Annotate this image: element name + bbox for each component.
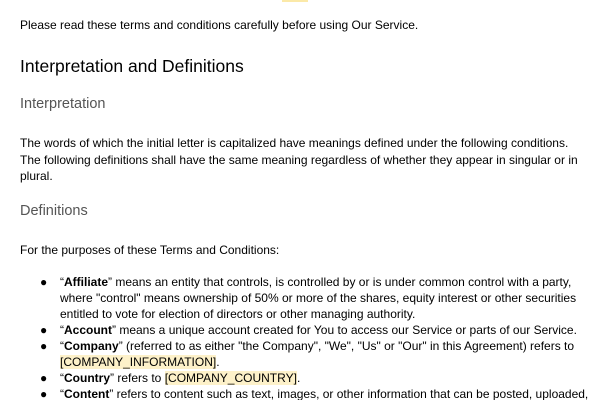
purposes-text: For the purposes of these Terms and Conditions: bbox=[20, 243, 280, 257]
definition-line: entitled to vote for election of directors or other managing authority. bbox=[60, 307, 416, 321]
interpretation-line: plural. bbox=[20, 169, 53, 183]
definition-term: Affiliate bbox=[64, 275, 109, 289]
definition-term: Content bbox=[64, 387, 110, 400]
interpretation-line: The words of which the initial letter is capitalized have meanings defined under the following conditions. bbox=[20, 136, 569, 150]
open-quote: “ bbox=[60, 339, 64, 353]
definition-text: ” means an entity that controls, is controlled by or is under common control with a party, bbox=[108, 275, 572, 289]
heading-interpretation-and-definitions: Interpretation and Definitions bbox=[20, 56, 244, 76]
bullet-icon: ● bbox=[40, 339, 48, 353]
placeholder-company-information: [COMPANY_INFORMATION] bbox=[60, 355, 217, 369]
open-quote: “ bbox=[60, 275, 64, 289]
bullet-icon: ● bbox=[40, 387, 48, 400]
open-quote: “ bbox=[60, 323, 64, 337]
intro-text: Please read these terms and conditions carefully before using Our Service. bbox=[20, 18, 419, 32]
open-quote: “ bbox=[60, 387, 64, 400]
heading-interpretation: Interpretation bbox=[20, 96, 106, 112]
definition-term: Company bbox=[64, 339, 119, 353]
definition-term: Country bbox=[64, 371, 110, 385]
definition-text: ” refers to bbox=[110, 371, 165, 385]
definition-item-company bbox=[0, 338, 600, 370]
definition-line bbox=[60, 274, 600, 290]
definition-line bbox=[60, 386, 600, 400]
period: . bbox=[296, 371, 301, 385]
definition-text: ” means a unique account created for You to access our Service or parts of our Service. bbox=[112, 323, 577, 337]
definition-text: ” (referred to as either "the Company", "We", "Us" or "Our" in this Agreement) refers to bbox=[118, 339, 575, 353]
interpretation-line: The following definitions shall have the same meaning regardless of whether they appear in singular or in bbox=[20, 152, 578, 167]
open-quote: “ bbox=[60, 371, 64, 385]
placeholder-company-country: [COMPANY_COUNTRY] bbox=[164, 371, 297, 385]
period: . bbox=[216, 355, 220, 369]
heading-definitions: Definitions bbox=[20, 203, 88, 219]
definition-line: where "control" means ownership of 50% or more of the shares, equity interest or other securities bbox=[60, 291, 577, 305]
definition-line bbox=[60, 354, 600, 370]
definition-item-content bbox=[0, 386, 600, 400]
definition-term: Account bbox=[64, 323, 112, 337]
definition-text: ” refers to content such as text, images, or other information that can be posted, uploaded, bbox=[109, 387, 589, 400]
definitions-list bbox=[0, 274, 600, 400]
definition-line bbox=[60, 322, 600, 338]
interpretation-paragraph bbox=[20, 135, 580, 185]
bullet-icon: ● bbox=[40, 275, 48, 289]
definition-line bbox=[60, 338, 600, 354]
bullet-icon: ● bbox=[40, 323, 48, 337]
definition-line bbox=[60, 370, 600, 386]
top-highlight-fragment bbox=[282, 0, 308, 2]
definition-item-country bbox=[0, 370, 600, 386]
definition-item-affiliate bbox=[0, 274, 600, 322]
bullet-icon: ● bbox=[40, 371, 48, 385]
definition-item-account bbox=[0, 322, 600, 338]
